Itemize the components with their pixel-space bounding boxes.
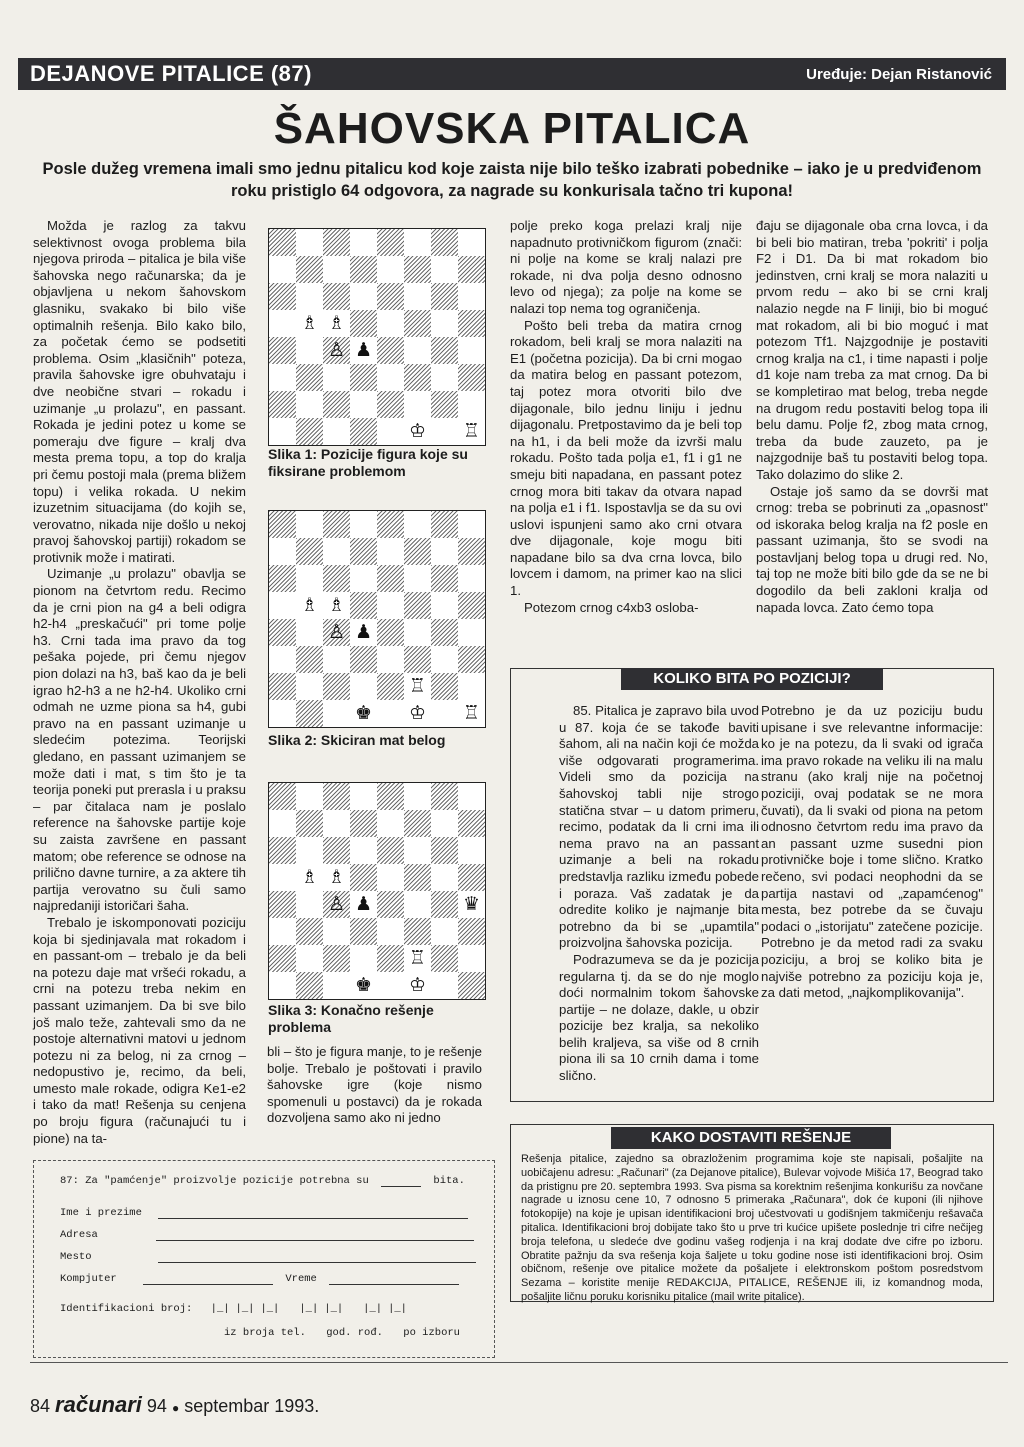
board-square	[323, 783, 350, 810]
board-square	[431, 418, 458, 445]
board-square	[404, 418, 431, 445]
board-square	[296, 256, 323, 283]
board-square	[431, 391, 458, 418]
column-1	[33, 218, 246, 1147]
chess-board-fig1	[268, 228, 486, 446]
chess-piece-icon: ♖	[458, 418, 485, 445]
chess-piece-icon: ♗	[296, 310, 323, 337]
board-square	[377, 538, 404, 565]
board-square	[269, 783, 296, 810]
board-square	[431, 864, 458, 891]
id-digit-box[interactable]: |_|	[235, 1303, 255, 1315]
board-square	[458, 391, 485, 418]
board-square	[296, 646, 323, 673]
board-square	[296, 337, 323, 364]
board-square	[269, 646, 296, 673]
sublabel-phone: iz broja tel.	[224, 1327, 306, 1339]
board-square	[296, 229, 323, 256]
board-square	[431, 256, 458, 283]
board-square	[269, 972, 296, 999]
board-square	[350, 565, 377, 592]
board-square	[404, 538, 431, 565]
board-square	[431, 364, 458, 391]
board-square	[458, 511, 485, 538]
paragraph: 85. Pitalica je zapravo bila uvod u 87. koja će se takođe baviti šahom, ali na način koji će možda više odgovarati programerima. Videli smo da pozicija na šahovskoj tabli nije strogo statična stvar – u datom primeru, recimo, podatak da li crni ima ili nema pravo na an passant uzimanje a beli na rokadu predstavlja razliku između pobede i poraza. Vaš zadatak je da odredite koliko je najmanje bita potrebno da bi se „upamtila" proizvoljna šahovska pozicija.	[559, 703, 759, 951]
id-digit-box[interactable]: |_|	[210, 1303, 230, 1315]
chess-piece-icon: ♗	[323, 864, 350, 891]
board-square	[404, 918, 431, 945]
board-square	[377, 619, 404, 646]
board-square	[269, 619, 296, 646]
board-square	[458, 783, 485, 810]
board-square	[458, 918, 485, 945]
board-square	[458, 256, 485, 283]
paragraph: bli – što je figura manje, to je rešenje bolje. Trebalo je poštovati i pravilo šahovske igre (koje nismo spomenuli u postavci) da je rokada dozvoljena samo ako ni jedno	[267, 1044, 482, 1126]
board-square	[404, 592, 431, 619]
chess-piece-icon: ♖	[458, 700, 485, 727]
city-field[interactable]	[158, 1262, 476, 1263]
board-square	[323, 673, 350, 700]
board-square	[458, 646, 485, 673]
board-square	[377, 391, 404, 418]
board-square	[269, 565, 296, 592]
board-square	[350, 418, 377, 445]
magazine-logo: računari	[55, 1392, 142, 1417]
board-square	[296, 972, 323, 999]
board-square	[269, 700, 296, 727]
caption-fig1: Slika 1: Pozicije figura koje su fiksirane problemom	[268, 446, 468, 479]
board-square	[431, 891, 458, 918]
board-square	[458, 310, 485, 337]
board-square	[323, 364, 350, 391]
board-square	[377, 837, 404, 864]
board-square	[404, 700, 431, 727]
board-square	[431, 310, 458, 337]
chess-board-fig2	[268, 510, 486, 728]
board-square	[269, 673, 296, 700]
board-square	[377, 972, 404, 999]
board-square	[404, 783, 431, 810]
column-2-bottom	[267, 1044, 482, 1127]
board-square	[323, 418, 350, 445]
answer-field[interactable]	[381, 1186, 421, 1187]
board-square	[431, 918, 458, 945]
board-square	[377, 891, 404, 918]
box-title: KOLIKO BITA PO POZICIJI?	[621, 668, 883, 690]
paragraph: Ostaje još samo da se dovrši mat crnog: treba se pobrinuti za „opasnost" od iskoraka belog kralja na f2 posle en passant uzimanja, što se svodi na postavljanj belog topa u drugi red. No, taj top ne može biti bilo gde da se ne bi dogodilo da beli zakloni kralja od napada lovca. Zato ćemo topa	[756, 483, 988, 615]
board-square	[458, 673, 485, 700]
board-square	[377, 256, 404, 283]
board-square	[404, 810, 431, 837]
board-square	[377, 945, 404, 972]
board-square	[377, 364, 404, 391]
board-square	[350, 511, 377, 538]
sublabel-year: god. rođ.	[326, 1327, 383, 1339]
board-square	[350, 646, 377, 673]
box-left-column	[559, 703, 759, 1085]
question-row	[60, 1175, 465, 1187]
board-square	[458, 700, 485, 727]
chess-piece-icon: ♔	[404, 700, 431, 727]
board-square	[431, 783, 458, 810]
board-square	[404, 891, 431, 918]
board-square	[431, 229, 458, 256]
board-square	[377, 229, 404, 256]
id-label: Identifikacioni broj:	[60, 1303, 193, 1315]
board-square	[323, 592, 350, 619]
page-title: ŠAHOVSKA PITALICA	[273, 104, 751, 153]
board-square	[458, 565, 485, 592]
id-digit-box[interactable]: |_|	[324, 1303, 344, 1315]
board-square	[350, 837, 377, 864]
chess-piece-icon: ♗	[323, 592, 350, 619]
board-square	[404, 972, 431, 999]
board-square	[458, 891, 485, 918]
chess-piece-icon: ♔	[404, 972, 431, 999]
board-square	[404, 310, 431, 337]
board-square	[323, 511, 350, 538]
column-3	[510, 218, 742, 616]
name-label: Ime i prezime	[60, 1207, 142, 1219]
board-square	[350, 673, 377, 700]
chess-piece-icon: ♖	[404, 945, 431, 972]
board-square	[296, 783, 323, 810]
board-square	[269, 256, 296, 283]
name-row	[60, 1207, 468, 1219]
board-square	[458, 945, 485, 972]
board-square	[458, 864, 485, 891]
board-square	[350, 619, 377, 646]
board-square	[431, 945, 458, 972]
board-square	[269, 891, 296, 918]
board-square	[458, 972, 485, 999]
board-square	[431, 511, 458, 538]
board-square	[377, 565, 404, 592]
board-square	[323, 700, 350, 727]
board-square	[377, 810, 404, 837]
chess-piece-icon: ♟	[354, 893, 373, 915]
board-square	[323, 945, 350, 972]
board-square	[377, 673, 404, 700]
board-square	[377, 310, 404, 337]
board-square	[296, 283, 323, 310]
board-square	[404, 511, 431, 538]
section-header	[18, 58, 1006, 90]
board-square	[296, 538, 323, 565]
box-right-column	[761, 703, 983, 1002]
series-title: DEJANOVE PITALICE (87)	[30, 61, 312, 86]
chess-board-fig3	[268, 782, 486, 1000]
address-label: Adresa	[60, 1229, 98, 1241]
board-square	[296, 418, 323, 445]
board-square	[404, 646, 431, 673]
board-square	[323, 810, 350, 837]
board-square	[350, 700, 377, 727]
sidebar-box-bits	[510, 668, 994, 1102]
board-square	[296, 810, 323, 837]
board-square	[458, 837, 485, 864]
board-square	[269, 592, 296, 619]
board-square	[350, 283, 377, 310]
board-square	[323, 283, 350, 310]
board-square	[296, 673, 323, 700]
address-row	[60, 1229, 474, 1241]
issue-date: septembar 1993.	[184, 1396, 320, 1416]
board-square	[269, 229, 296, 256]
occupation-label: Vreme	[285, 1273, 317, 1285]
paragraph: polje preko koga prelazi kralj nije napadnuto protivničkom figurom (znači: ni polje na kome se kralj nalazi pre rokade, ni dva polja desno odnosno levo od njega); za polje na kome se nalazi top nema tog ograničenja.	[510, 218, 742, 316]
paragraph: Potrebno je da uz poziciju budu upisane i sve relevantne informacije: ko je na potezu, da li svaki od igrača ima pravo rokade na veliku ili na malu stranu (ako kralj nije na početnoj poziciji, ovaj podatak se ne mora čuvati), da li svaki od piona na petom odnosno četvrtom redu ima pravo da an passant uzme susedni pion protivničke boje i tome slično. Kratko rečeno, svi podaci neophodni da se partija nastavi od „zapamćenog" mesta, bez potrebe da se čuvaju podaci o „istorijatu" zatečene pozicije. Potrebno je da metod radi za svaku poziciju, a broj se koliko bita je najviše potrebno za poziciju koja je, za dati metod, „najkomplikovanija".	[761, 703, 983, 1001]
board-square	[350, 783, 377, 810]
id-digit-box[interactable]: |_|	[260, 1303, 280, 1315]
board-square	[269, 864, 296, 891]
board-square	[296, 511, 323, 538]
paragraph: Pošto beli treba da matira crnog rokadom, beli kralj se mora nalaziti na E1 (početna pozicija). Da bi crni mogao da matira belog en passant potezom, taj potez mora otvoriti bilo dve dijagonale, bilo jednu liniju i jednu dijagonalu. Pretpostavimo da je beli top na h1, i da beli može da izvrši malu rokadu. Pošto tada polja e1, f1 i g1 ne smeju biti napadana, en passant potez crnog mora biti takav da otvara napad na polja e1 i f1. Ispostavlja se da su ovi uslovi ispunjeni samo ako crni otvara dve dijagonale, koje mogu biti napadane bilo sa dva crna lovca, bilo lovcem i damom, na primer kao na slici 1.	[510, 317, 742, 599]
board-square	[377, 592, 404, 619]
board-square	[323, 918, 350, 945]
computer-label: Kompjuter	[60, 1273, 117, 1285]
board-square	[269, 283, 296, 310]
id-sublabels	[224, 1327, 460, 1339]
board-square	[350, 310, 377, 337]
board-square	[377, 918, 404, 945]
board-square	[458, 283, 485, 310]
caption-fig3: Slika 3: Konačno rešenje problema	[268, 1002, 434, 1035]
board-square	[404, 364, 431, 391]
board-square	[323, 538, 350, 565]
name-field[interactable]	[158, 1218, 468, 1219]
board-square	[458, 229, 485, 256]
submission-text: Rešenja pitalice, zajedno sa obrazloženim programima koje ste napisali, pošaljite na uobičajenu adresu: „Računari" (za Dejanove pitalice), Bulevar vojvode Mišića 17, Beograd tako da pristignu pre 20. septembra 1993. Sva pisma sa korektnim rešenjima konkurišu za novčane nagrade u iznosu cene 10, 7 odnosno 5 primeraka „Računara", dok će kuponi (ili njihove fotokopije) na koje je upisan identifikacioni broj učestvovati u godišnjem takmičenju rešavača pitalica. Identifikacioni broj dobijate tako što u prve tri kućice upišete poslednje tri cifre nečijeg broja telefona, u sledeće dve godinu vašeg rodjenja i na kraj dodate dve cifre po izboru. Obratite pažnju da sva rešenja koja šaljete u toku godine nose isti identifikacioni broj. Osim običnom, rešenje ove pitalice možete da pošaljete i elektronskom poštom posredstvom Sezama – koristite menije REDAKCIJA, PITALICE, REŠENJE ili, iz komandnog moda, pošaljite ličnu poruku korisniku pitalice (mail write pitalice).	[521, 1153, 983, 1303]
chess-piece-icon: ♟	[354, 339, 373, 361]
board-square	[323, 837, 350, 864]
chess-piece-icon: ♖	[404, 673, 431, 700]
board-square	[431, 619, 458, 646]
column-4	[756, 218, 988, 616]
paragraph: Potezom crnog c4xb3 osloba-	[524, 599, 699, 615]
board-square	[350, 256, 377, 283]
board-square	[377, 418, 404, 445]
computer-row	[60, 1273, 459, 1285]
board-square	[323, 310, 350, 337]
board-square	[404, 283, 431, 310]
board-square	[269, 810, 296, 837]
board-square	[269, 391, 296, 418]
chess-piece-icon: ♗	[296, 864, 323, 891]
board-square	[296, 592, 323, 619]
id-digit-box[interactable]: |_|	[363, 1303, 383, 1315]
board-square	[404, 256, 431, 283]
board-square	[350, 391, 377, 418]
sublabel-choice: po izboru	[403, 1327, 460, 1339]
board-square	[404, 229, 431, 256]
board-square	[377, 283, 404, 310]
board-square	[296, 700, 323, 727]
id-digit-box[interactable]: |_|	[299, 1303, 319, 1315]
paragraph: Uzimanje „u prolazu" obavlja se pionom na četvrtom redu. Recimo da je crni pion na g4 a beli odigra h2-h4 „preskačući" pri tome polje h3. Crni tada ima pravo da tog pešaka pojede, pri čemu njegov pion dolazi na h3, baš kao da je beli igrao h2-h3 a ne h2-h4. Ukoliko crni odmah ne uzme piona sa h4, gubi pravo na en passant uzimanje u sledećim potezima. Teorijski gledano, en passant uzimanjem se može dati i mat, s tim što je ta teorija poneki put prerasla i u praksu – par čitalaca nam je poslalo reference na šahovske partije koje su zaista završene en passant matom; obe reference se odnose na prilično davne turnire, a za aktere tih partija verovatno su čuli samo najpredaniji istoričari šaha.	[33, 566, 246, 914]
board-square	[350, 364, 377, 391]
board-square	[323, 229, 350, 256]
board-square	[323, 972, 350, 999]
computer-field[interactable]	[143, 1284, 273, 1285]
board-square	[431, 837, 458, 864]
board-square	[296, 945, 323, 972]
chess-piece-icon: ♚	[350, 700, 377, 727]
paragraph: Podrazumeva se da je pozicija regularna tj. da se do nje moglo doći normalnim tokom šahovske partije – ne dolaze, dakle, u obzir pozicije bez kralja, sa nekoliko belih kraljeva, sa više od 8 crnih piona ili sa 10 crnih dama i tome slično.	[559, 951, 759, 1084]
board-square	[323, 891, 350, 918]
board-square	[296, 864, 323, 891]
board-square	[404, 864, 431, 891]
chess-piece-icon: ♔	[404, 418, 431, 445]
entry-coupon	[33, 1160, 495, 1358]
occupation-field[interactable]	[329, 1284, 459, 1285]
board-square	[350, 538, 377, 565]
board-square	[404, 673, 431, 700]
board-square	[296, 918, 323, 945]
board-square	[323, 337, 350, 364]
board-square	[377, 646, 404, 673]
page-footer	[30, 1392, 319, 1418]
board-square	[350, 891, 377, 918]
board-square	[296, 310, 323, 337]
board-square	[323, 256, 350, 283]
city-label: Mesto	[60, 1251, 92, 1263]
board-square	[431, 972, 458, 999]
board-square	[350, 864, 377, 891]
board-square	[323, 391, 350, 418]
board-square	[431, 565, 458, 592]
board-square	[458, 337, 485, 364]
board-square	[404, 619, 431, 646]
board-square	[377, 337, 404, 364]
board-square	[350, 229, 377, 256]
board-square	[404, 945, 431, 972]
board-square	[350, 972, 377, 999]
chess-piece-icon: ♚	[350, 972, 377, 999]
chess-piece-icon: ♗	[323, 310, 350, 337]
bullet: ●	[171, 1401, 180, 1415]
board-square	[431, 810, 458, 837]
footer-rule	[30, 1362, 1008, 1363]
board-square	[296, 837, 323, 864]
board-square	[458, 418, 485, 445]
paragraph: Trebalo je iskomponovati poziciju koja bi sjedinjavala mat rokadom i en passant-om – trebalo je da beli na potezu daje mat vršeći rokadu, a crni na potezu treba nekim en passant uzimanjem. Da bi sve bilo još malo teže, zahtevali smo da ne postoje alternativni matovi u jednom potezu ni za belog, ni za crnog – nedopustivo je, recimo, da beli, umesto male rokade, odigra Ke1-e2 i tako da mat! Rešenja su cenjena po broju figura (računajući tu i pione) na ta-	[33, 914, 246, 1146]
board-square	[350, 592, 377, 619]
board-square	[377, 511, 404, 538]
city-row	[60, 1251, 476, 1263]
board-square	[269, 837, 296, 864]
board-square	[458, 619, 485, 646]
id-row	[60, 1303, 413, 1315]
board-square	[404, 837, 431, 864]
chess-piece-icon: ♗	[296, 592, 323, 619]
board-square	[269, 418, 296, 445]
board-square	[269, 310, 296, 337]
box-title: KAKO DOSTAVITI REŠENJE	[611, 1127, 891, 1149]
board-square	[404, 337, 431, 364]
caption-fig2: Slika 2: Skiciran mat belog	[268, 732, 446, 748]
board-square	[296, 391, 323, 418]
chess-piece-icon: ♙	[327, 621, 346, 643]
board-square	[269, 945, 296, 972]
question-suffix: bita.	[433, 1175, 465, 1187]
board-square	[296, 619, 323, 646]
board-square	[431, 337, 458, 364]
board-square	[296, 565, 323, 592]
board-square	[458, 810, 485, 837]
chess-piece-icon: ♙	[327, 893, 346, 915]
id-digit-box[interactable]: |_|	[388, 1303, 407, 1315]
board-square	[323, 864, 350, 891]
board-square	[296, 364, 323, 391]
board-square	[431, 283, 458, 310]
board-square	[458, 538, 485, 565]
board-square	[296, 891, 323, 918]
board-square	[431, 538, 458, 565]
board-square	[458, 364, 485, 391]
question-text: 87: Za "pamćenje" proizvolje pozicije potrebna su	[60, 1175, 369, 1187]
paragraph: đaju se dijagonale oba crna lovca, i da bi beli bio matiran, treba 'pokriti' i polja F2 i D1. Da bi mat rokadom bio jedinstven, crni kralj se mora nalaziti u prvom redu – ako bi se crni kralj nalazio negde na F liniji, bio bi moguć mat rokadom, ali bi bio moguć i mat potezom Tf1. Najzgodnije je postaviti crnog kralja na c1, i time napasti i polje d1 koje nam treba za mat crnog. Da bi se kompletirao mat belog, treba negde na drugom redu postaviti belog topa ili belu damu. Polje f2, zbog mata crnog, treba da bude zauzeto, pa je najzgodnije baš tu postaviti belog topa. Tako dolazimo do slike 2.	[756, 218, 988, 482]
board-square	[323, 565, 350, 592]
board-square	[350, 810, 377, 837]
board-square	[377, 864, 404, 891]
lead-paragraph: Posle dužeg vremena imali smo jednu pitalicu kod koje zaista nije bilo teško izabrati pobednike – iako je u predviđenom roku pristiglo 64 odgovora, za nagrade su konkurisala tačno tri kupona!	[42, 160, 982, 200]
board-square	[377, 783, 404, 810]
board-square	[269, 918, 296, 945]
board-square	[350, 945, 377, 972]
address-field[interactable]	[156, 1240, 474, 1241]
board-square	[323, 619, 350, 646]
chess-piece-icon: ♟	[354, 621, 373, 643]
board-square	[377, 700, 404, 727]
board-square	[458, 592, 485, 619]
board-square	[269, 337, 296, 364]
board-square	[431, 646, 458, 673]
board-square	[269, 364, 296, 391]
board-square	[350, 337, 377, 364]
board-square	[431, 700, 458, 727]
board-square	[431, 673, 458, 700]
board-square	[269, 511, 296, 538]
board-square	[404, 391, 431, 418]
editor-credit: Uređuje: Dejan Ristanović	[806, 66, 992, 83]
board-square	[431, 592, 458, 619]
issue-number: 94	[146, 1396, 167, 1416]
chess-piece-icon: ♙	[327, 339, 346, 361]
board-square	[269, 538, 296, 565]
sidebar-box-submission	[510, 1124, 994, 1302]
board-square	[350, 918, 377, 945]
paragraph: Možda je razlog za takvu selektivnost ovoga problema bila njegova priroda – pitalica je bila više šahovska nego računarska; da je objavljena u nekom šahovskom glasniku, svakako bi bilo više optimalnih rešenja. Bilo kako bilo, za početak ćemo se podsetiti problema. Osim „klasičnih" poteza, pravila šahovske igre obuhvataju i dve neobične stvari – rokadu i uzimanje „u prolazu", en passant. Rokada je jedini potez u kome se pomeraju dve figure – kralj dva mesta prema topu, a top do kralja pri čemu postoji mala (prema bližem topu) i velika rokada. U nekim izuzetnim situacijama (do kojih se, verovatno, nikada nije došlo u nekoj pravoj šahovskoj partiji) rokadom se protivnik može i matirati.	[33, 218, 246, 565]
board-square	[404, 565, 431, 592]
board-square	[323, 646, 350, 673]
page-number: 84	[30, 1396, 51, 1416]
chess-piece-icon: ♛	[458, 891, 485, 918]
